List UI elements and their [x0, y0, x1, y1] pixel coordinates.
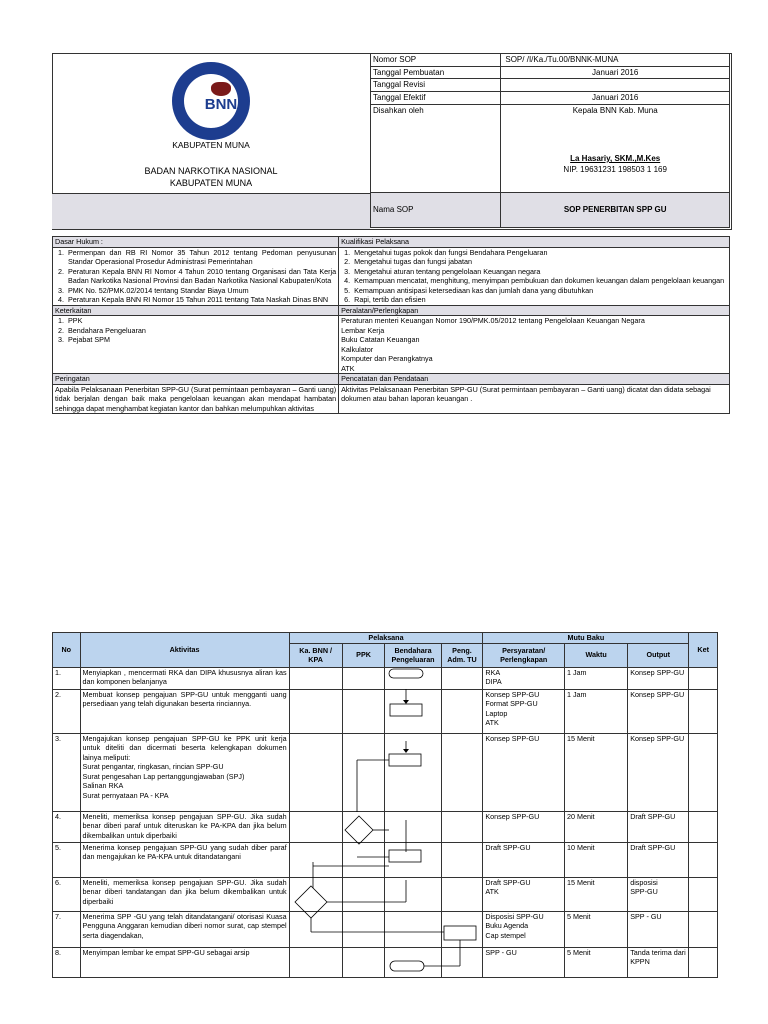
row-persyaratan: Draft SPP-GU ATK [483, 877, 565, 911]
info-label: Tanggal Pembuatan [371, 66, 501, 79]
row-waktu: 5 Menit [564, 911, 627, 947]
row-output: disposisi SPP-GU [628, 877, 689, 911]
decision-diamond [295, 886, 327, 918]
decision-diamond [345, 816, 373, 844]
list-item: 1. Permenpan dan RB RI Nomor 35 Tahun 2012 tentang Pedoman penyusunan Standar Operasional Prosedur Administrasi Pemerintahan [66, 248, 336, 267]
col-no: No [53, 633, 81, 668]
row-waktu: 5 Menit [564, 947, 627, 977]
org-name-line2: KABUPATEN MUNA [169, 178, 253, 188]
row-no: 7. [53, 911, 81, 947]
list-item: ATK [341, 363, 355, 373]
row-persyaratan: RKA DIPA [483, 667, 565, 689]
row-output: Draft SPP-GU [628, 811, 689, 842]
list-item: 3. Mengetahui aturan tentang pengelolaan Keuangan negara [352, 267, 727, 277]
row-persyaratan: Konsep SPP-GU [483, 811, 565, 842]
region-label: KABUPATEN MUNA [172, 140, 250, 150]
row-aktivitas: Membuat konsep pengajuan SPP-GU untuk mengganti uang persediaan yang telah digunakan beserta rinciannya. [80, 689, 289, 733]
list-item: Peraturan menteri Keuangan Nomor 190/PMK.05/2012 tentang Pengelolaan Keuangan Negara [341, 316, 645, 325]
peringatan-heading: Peringatan [53, 374, 339, 385]
row-waktu: 1 Jam [564, 689, 627, 733]
row-persyaratan: SPP - GU [483, 947, 565, 977]
row-no: 4. [53, 811, 81, 842]
end-terminator [390, 961, 424, 971]
row-output: Konsep SPP-GU [628, 689, 689, 733]
col-bendahara: Bendahara Pengeluaran [385, 643, 441, 667]
row-aktivitas: Menyimpan lembar ke empat SPP-GU sebagai arsip [80, 947, 289, 977]
row-aktivitas: Meneliti, memeriksa konsep pengajuan SPP-GU. Jika sudah benar diberi paraf untuk diteruskan ke PA-KPA dan jika belum dikembalikan untuk diperbaiki [80, 811, 289, 842]
pencatatan-heading: Pencatatan dan Pendataan [339, 374, 730, 385]
kualifikasi-heading: Kualifikasi Pelaksana [339, 237, 730, 248]
col-pelaksana: Pelaksana [289, 633, 483, 644]
row-persyaratan: Draft SPP-GU [483, 842, 565, 877]
disahkan-label: Disahkan oleh [371, 104, 501, 192]
row-output: Tanda terima dari KPPN [628, 947, 689, 977]
list-item: 4. Peraturan Kepala BNN RI Nomor 15 Tahun 2011 tentang Tata Naskah Dinas BNN [66, 295, 336, 305]
info-value: Januari 2016 [501, 92, 730, 105]
row-output: Konsep SPP-GU [628, 733, 689, 811]
row-no: 2. [53, 689, 81, 733]
row-waktu: 10 Menit [564, 842, 627, 877]
start-terminator [389, 669, 423, 678]
row-aktivitas: Menerima SPP -GU yang telah ditandatangani/ otorisasi Kuasa Pengguna Anggaran kemudian diberi nomor surat, cap stempel serta diagendakan, [80, 911, 289, 947]
row-waktu: 1 Jam [564, 667, 627, 689]
arrowhead [403, 749, 409, 753]
row-no: 3. [53, 733, 81, 811]
row-persyaratan: Konsep SPP-GU [483, 733, 565, 811]
row-output: SPP - GU [628, 911, 689, 947]
col-peng-adm: Peng. Adm. TU [441, 643, 483, 667]
nama-sop-value: SOP PENERBITAN SPP GU [501, 192, 730, 227]
signer-nip: NIP. 19631231 198503 1 169 [563, 164, 667, 174]
row-aktivitas: Menerima konsep pengajuan SPP-GU yang sudah diber paraf dan mengajukan ke PA-KPA untuk ditandatangani [80, 842, 289, 877]
list-item: Kalkulator [341, 344, 374, 354]
row-waktu: 15 Menit [564, 877, 627, 911]
row-no: 1. [53, 667, 81, 689]
list-item: Lembar Kerja [341, 325, 385, 335]
peralatan-heading: Peralatan/Perlengkapan [339, 305, 730, 316]
dasar-hukum-heading: Dasar Hukum : [53, 237, 339, 248]
row-aktivitas: Meneliti, memeriksa konsep pengajuan SPP-GU. Jika sudah benar diberi tandatangan dan jika belum dikembalikan untuk diperbaiki [80, 877, 289, 911]
org-name-line1: BADAN NARKOTIKA NASIONAL [144, 166, 278, 176]
row-waktu: 15 Menit [564, 733, 627, 811]
process-box [390, 704, 422, 716]
nama-sop-label: Nama SOP [371, 192, 501, 227]
col-persyaratan: Persyaratan/ Perlengkapan [483, 643, 565, 667]
info-label: Tanggal Revisi [371, 79, 501, 92]
row-no: 5. [53, 842, 81, 877]
list-item: 2. Bendahara Pengeluaran [66, 326, 336, 336]
info-label: Tanggal Efektif [371, 92, 501, 105]
info-label: Nomor SOP [371, 54, 501, 67]
row-aktivitas: Menyiapkan , mencermati RKA dan DIPA khususnya aliran kas dan komponen belanjanya [80, 667, 289, 689]
col-ppk: PPK [342, 643, 385, 667]
list-item: 2. Mengetahui tugas dan fungsi jabatan [352, 257, 727, 267]
row-output: Draft SPP-GU [628, 842, 689, 877]
list-item: Buku Catatan Keuangan [341, 335, 420, 344]
list-item: 3. Pejabat SPM [66, 335, 336, 345]
keterkaitan-heading: Keterkaitan [53, 305, 339, 316]
list-item: 1. PPK [66, 316, 336, 326]
logo-text: BNN [204, 96, 238, 113]
pencatatan-text: Aktivitas Pelaksanaan Penerbitan SPP-GU (Surat permintaan pembayaran – Ganti uang) dicatat dan didata sebagai dokumen atau bahan laporan keuangan . [339, 384, 730, 414]
list-item: Komputer dan Perangkatnya [341, 354, 433, 363]
col-ka-bnn: Ka. BNN / KPA [289, 643, 342, 667]
process-box [389, 850, 421, 862]
process-box [444, 926, 476, 940]
row-output: Konsep SPP-GU [628, 667, 689, 689]
col-output: Output [628, 643, 689, 667]
arrowhead [403, 700, 409, 704]
col-ket: Ket [689, 633, 718, 668]
list-item: 5. Kemampuan antisipasi ketersediaan kas dan jumlah dana yang dibutuhkan [352, 286, 727, 296]
row-no: 6. [53, 877, 81, 911]
list-item: 4. Kemampuan mencatat, menghitung, menyimpan pembukuan dan dokumen keuangan dalam pengelolaan keuangan [352, 276, 727, 286]
info-value: SOP/ /I/Ka./Tu.00/BNNK-MUNA [501, 54, 730, 67]
col-aktivitas: Aktivitas [80, 633, 289, 668]
list-item: 3. PMK No. 52/PMK.02/2014 tentang Standar Biaya Umum [66, 286, 336, 296]
col-waktu: Waktu [564, 643, 627, 667]
row-aktivitas: Mengajukan konsep pengajuan SPP-GU ke PPK unit kerja untuk diteliti dan dicermati beserta kelengkapan dokumen lainya meliputi: Surat pengantar, ringkasan, rincian SPP-GU Surat pengesahan Lap pertanggungjawaban (SPJ) Salinan RKA Surat pernyataan PA - KPA [80, 733, 289, 811]
approver-title: Kepala BNN Kab. Muna [572, 105, 658, 115]
row-persyaratan: Disposisi SPP-GU Buku Agenda Cap stempel [483, 911, 565, 947]
signer-name: La Hasariy, SKM.,M.Kes [570, 153, 661, 163]
process-box [389, 754, 421, 766]
list-item: 2. Peraturan Kepala BNN RI Nomor 4 Tahun 2010 tentang Organisasi dan Tata Kerja Badan Narkotika Nasional Provinsi dan Badan Narkotika Nasional Kabupaten/Kota [66, 267, 336, 286]
col-mutu-baku: Mutu Baku [483, 633, 689, 644]
list-item: 6. Rapi, tertib dan efisien [352, 295, 727, 305]
row-waktu: 20 Menit [564, 811, 627, 842]
row-persyaratan: Konsep SPP-GU Format SPP-GU Laptop ATK [483, 689, 565, 733]
peringatan-text: Apabila Pelaksanaan Penerbitan SPP-GU (Surat permintaan pembayaran – Ganti uang) tidak berjalan dengan baik maka pengelolaan keuangan akan mendapat hambatan sehingga dapat menghambat kegiatan kantor dan bahkan melumpuhkan aktivitas [53, 384, 339, 414]
info-value: Januari 2016 [501, 66, 730, 79]
list-item: 1. Mengetahui tugas pokok dan fungsi Bendahara Pengeluaran [352, 248, 727, 258]
row-no: 8. [53, 947, 81, 977]
